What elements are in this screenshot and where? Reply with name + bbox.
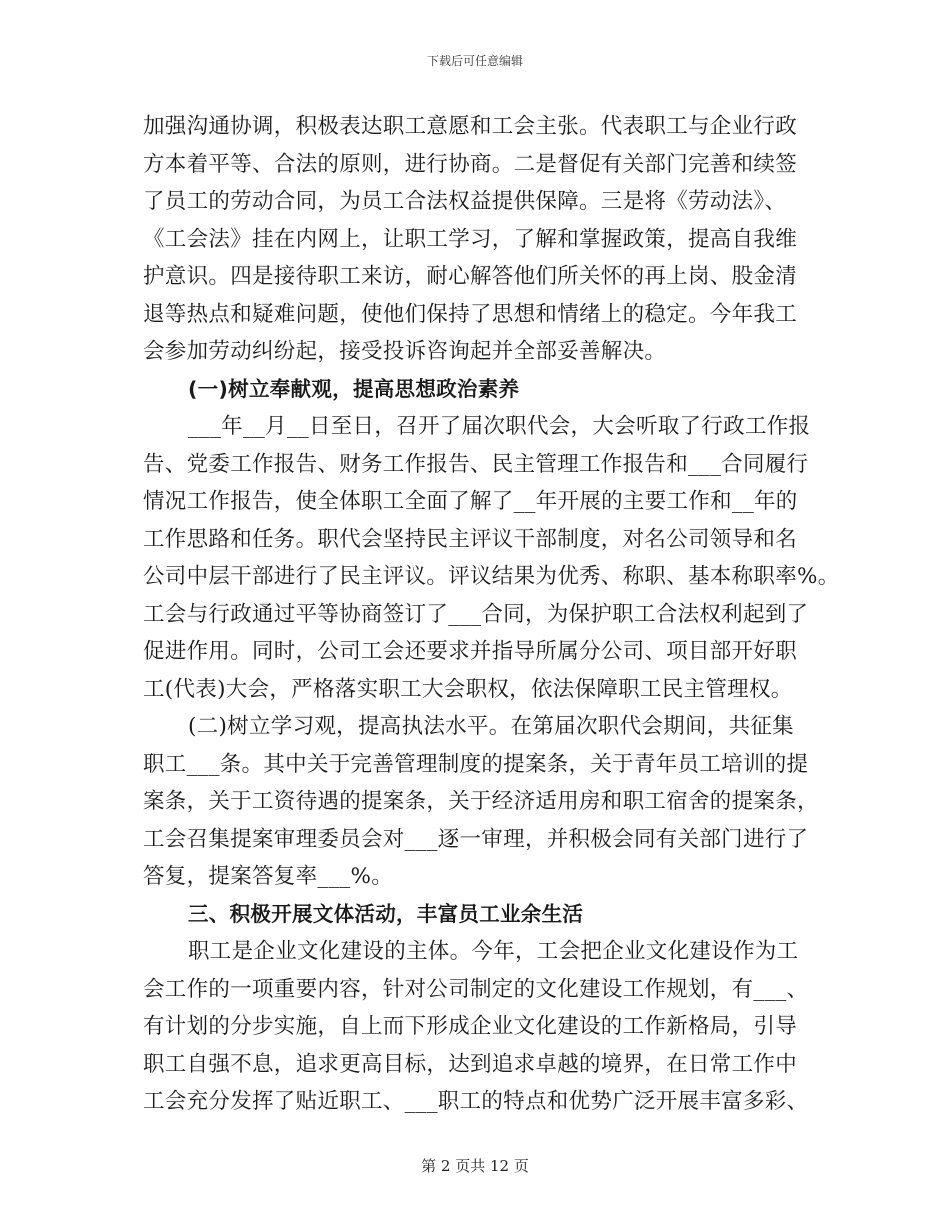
body-line: (二)树立学习观，提高执法水平。在第届次职代会期间，共征集 [188, 714, 794, 739]
section-heading: (一)树立奉献观，提高思想政治素养 [188, 376, 520, 401]
body-line: 《工会法》挂在内网上，让职工学习，了解和掌握政策，提高自我维 [143, 226, 798, 252]
body-line: 加强沟通协调，积极表达职工意愿和工会主张。代表职工与企业行政 [143, 114, 798, 139]
body-line: 方本着平等、合法的原则，进行协商。二是督促有关部门完善和续签 [143, 151, 798, 177]
body-line: 退等热点和疑难问题，使他们保持了思想和情绪上的稳定。今年我工 [143, 301, 798, 327]
section-heading: 三、积极开展文体活动，丰富员工业余生活 [188, 901, 584, 926]
body-line: 了员工的劳动合同，为员工合法权益提供保障。三是将《劳动法》、 [143, 189, 787, 214]
body-line: 告、党委工作报告、财务工作报告、民主管理工作报告和___合同履行 [143, 451, 809, 477]
body-line: 情况工作报告，使全体职工全面了解了__年开展的主要工作和__年的 [143, 489, 798, 514]
body-line: ___年__月__日至日，召开了届次职代会，大会听取了行政工作报 [188, 414, 811, 439]
body-line: 护意识。四是接待职工来访，耐心解答他们所关怀的再上岗、股金清 [143, 264, 798, 289]
body-line: 会参加劳动纠纷起，接受投诉咨询起并全部妥善解决。 [143, 339, 667, 364]
page-header: 下载后可任意编辑 [426, 54, 523, 68]
body-line: 工作思路和任务。职代会坚持民主评议干部制度，对名公司领导和名 [143, 526, 798, 552]
body-line: 工会充分发挥了贴近职工、___职工的特点和优势广泛开展丰富多彩、 [143, 1089, 809, 1114]
body-line: 促进作用。同时，公司工会还要求并指导所属分公司、项目部开好职 [143, 639, 798, 664]
body-line: 工会召集提案审理委员会对___逐一审理，并积极会同有关部门进行了 [143, 826, 809, 852]
body-line: 职工___条。其中关于完善管理制度的提案条，关于青年员工培训的提 [143, 751, 809, 777]
page-footer: 第 2 页共 12 页 [421, 1157, 529, 1175]
body-line: 职工自强不息，追求更高目标，达到追求卓越的境界，在日常工作中 [143, 1051, 798, 1077]
body-line: 案条，关于工资待遇的提案条，关于经济适用房和职工宿舍的提案条， [143, 789, 819, 814]
body-line: 工会与行政通过平等协商签订了___合同，为保护职工合法权利起到了 [143, 601, 809, 627]
body-line: 公司中层干部进行了民主评议。评议结果为优秀、称职、基本称职率%。 [143, 564, 840, 589]
body-line: 会工作的一项重要内容，针对公司制定的文化建设工作规划，有___、 [143, 976, 809, 1002]
document-body [143, 108, 840, 1121]
body-line: 职工是企业文化建设的主体。今年，工会把企业文化建设作为工 [188, 939, 799, 964]
body-line: 答复，提案答复率___%。 [143, 864, 394, 889]
body-line: 有计划的分步实施，自上而下形成企业文化建设的工作新格局，引导 [143, 1014, 798, 1039]
body-line: 工(代表)大会，严格落实职工大会职权，依法保障职工民主管理权。 [143, 676, 793, 702]
